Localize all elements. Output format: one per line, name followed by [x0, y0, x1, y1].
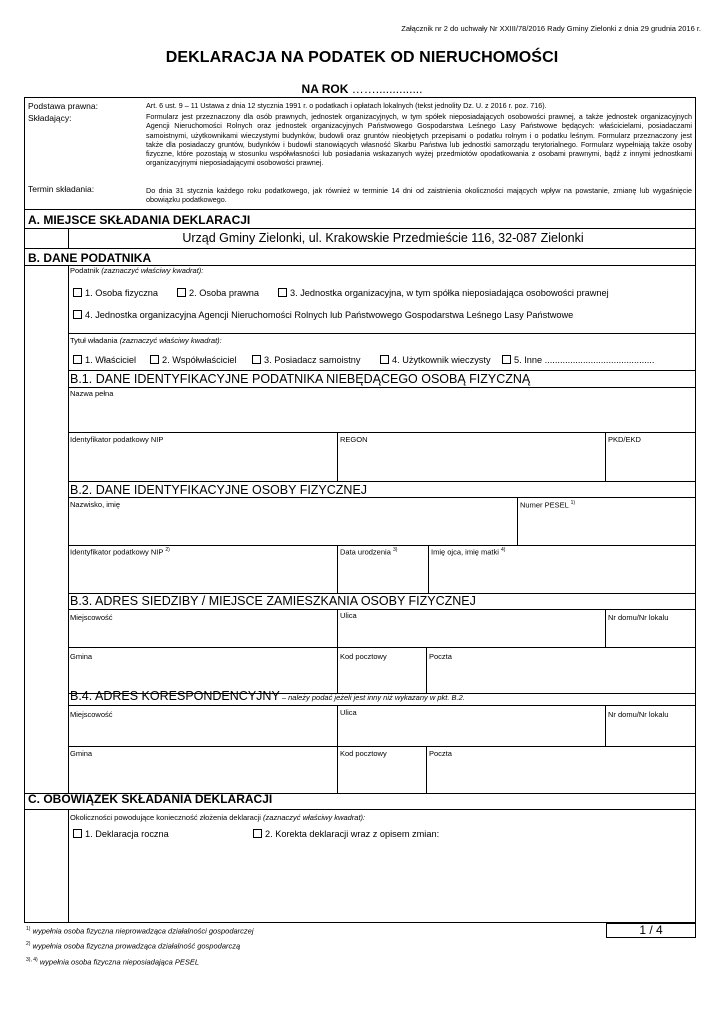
divider: [68, 705, 696, 706]
section-b-title: B. DANE PODATNIKA: [28, 251, 152, 265]
b4-postcode-input[interactable]: [339, 760, 424, 791]
b4-city-input[interactable]: [69, 720, 335, 744]
surname-name-input[interactable]: [69, 510, 515, 544]
attachment-note: Załącznik nr 2 do uchwały Nr XXIII/78/2016 Rady Gminy Zielonki z dnia 29 grudnia 2016 r.: [401, 24, 701, 33]
ownership-option-2[interactable]: 2. Współwłaściciel: [150, 355, 237, 365]
parents-names-input[interactable]: [430, 557, 695, 591]
birth-date-input[interactable]: [339, 557, 426, 591]
b3-street-label: Ulica: [340, 611, 357, 620]
basis-text: Art. 6 ust. 9 – 11 Ustawa z dnia 12 stycznia 1991 r. o podatkach i opłatach lokalnych (tekst jednolity Dz. U. z 2016 r. poz. 716).: [146, 101, 547, 110]
b4-commune-input[interactable]: [69, 760, 335, 791]
b3-commune-label: Gmina: [70, 652, 93, 661]
declaration-option-annual[interactable]: 1. Deklaracja roczna: [73, 829, 169, 839]
cell-divider: [337, 609, 338, 693]
divider: [68, 609, 696, 610]
b4-commune-label: Gmina: [70, 749, 93, 758]
b4-street-label: Ulica: [340, 708, 357, 717]
year-label: NA ROK: [301, 82, 349, 96]
filer-text: Formularz jest przeznaczony dla osób prawnych, jednostek organizacyjnych, w tym spółek nieposiadających osobowości prawnej, a także jednostek organizacyjnych Agencji Nieruchomości Rolnych oraz jednostek organizacyjnych Państwowego Gospodarstwa Leśnego Lasy Państwowe będących: właścicielami, posiadaczami samoistnymi, użytkownikami wieczystymi budynków, budowli oraz gruntów nieobjętych przepisami o podatku rolnym i o podatku leśnym. Formularz przeznaczony jest także dla posiadaczy gruntów, budynków i budowli stanowiących własność Skarbu Państwa lub jednostki samorządu terytorialnego. Formularz wypełniają także osoby fizyczne, które pozostają w stosunku współwłasności lub posiadania wskazanych wyżej przedmiotów opodatkowania z osobami prawnymi, bądź z innymi jednostkami organizacyjnymi nieposiadającymi osobowości prawnej.: [146, 112, 692, 168]
b1-title: B.1. DANE IDENTYFIKACYJNE PODATNIKA NIEBĘDĄCEGO OSOBĄ FIZYCZNĄ: [70, 372, 531, 386]
b3-commune-input[interactable]: [69, 663, 335, 691]
pesel-input[interactable]: [519, 510, 695, 544]
b3-postcode-label: Kod pocztowy: [340, 652, 387, 661]
divider: [68, 370, 696, 371]
divider: [68, 545, 696, 546]
divider: [68, 432, 696, 433]
year-line: [0, 82, 724, 96]
divider: [24, 809, 696, 810]
nip-person-input[interactable]: [69, 557, 335, 591]
ownership-option-3[interactable]: 3. Posiadacz samoistny: [252, 355, 361, 365]
page-title: DEKLARACJA NA PODATEK OD NIERUCHOMOŚCI: [165, 49, 559, 66]
b4-house-label: Nr domu/Nr lokalu: [608, 710, 669, 719]
cell-divider: [605, 432, 606, 481]
divider: [24, 248, 696, 249]
circumstances-label: Okoliczności powodujące konieczność złożenia deklaracji (zaznaczyć właściwy kwadrat):: [70, 813, 366, 822]
taxpayer-type-label: Podatnik (zaznaczyć właściwy kwadrat):: [70, 266, 204, 275]
b3-street-input[interactable]: [339, 623, 603, 645]
deadline-label: Termin składania:: [28, 184, 95, 194]
footnote-2: $^{2)}$ wypełnia osoba fizyczna prowadząca działalność gospodarczą: [26, 941, 241, 951]
ownership-option-1[interactable]: 1. Właściciel: [73, 355, 136, 365]
taxpayer-option-3[interactable]: 3. Jednostka organizacyjna, w tym spółka nieposiadająca osobowości prawnej: [278, 288, 609, 298]
b4-title: B.4. ADRES KORESPONDENCYJNY – należy podać jeżeli jest inny niż wykazany w pkt. B.2.: [70, 689, 465, 703]
year-input[interactable]: ……..............: [351, 82, 423, 96]
b4-house-input[interactable]: [607, 720, 695, 744]
b3-house-input[interactable]: [607, 623, 695, 645]
ownership-title-label: Tytuł władania (zaznaczyć właściwy kwadrat):: [70, 336, 222, 345]
pkd-input[interactable]: [607, 445, 695, 479]
divider: [68, 333, 696, 334]
cell-divider: [426, 746, 427, 793]
section-a-title: A. MIEJSCE SKŁADANIA DEKLARACJI: [28, 213, 251, 227]
cell-divider: [605, 705, 606, 746]
pkd-label: PKD/EKD: [608, 435, 641, 444]
cell-divider: [337, 432, 338, 481]
tax-office-address: Urząd Gminy Zielonki, ul. Krakowskie Przedmieście 116, 32-087 Zielonki: [182, 231, 584, 245]
birth-date-label: Data urodzenia $^{3)}$: [340, 547, 398, 557]
b4-postcode-label: Kod pocztowy: [340, 749, 387, 758]
deadline-text: Do dnia 31 stycznia każdego roku podatkowego, jak również w terminie 14 dni od zaistnienia okoliczności mających wpływ na powstanie, zmianę lub wygaśnięcie obowiązku podatkowego.: [146, 186, 692, 205]
declaration-option-correction[interactable]: 2. Korekta deklaracji wraz z opisem zmian:: [253, 829, 439, 839]
filer-label: Składający:: [28, 113, 72, 123]
b4-post-label: Poczta: [429, 749, 452, 758]
cell-divider: [426, 647, 427, 693]
divider: [68, 497, 696, 498]
checkbox[interactable]: [278, 288, 287, 297]
basis-label: Podstawa prawna:: [28, 101, 98, 111]
b3-postcode-input[interactable]: [339, 663, 424, 691]
checkbox[interactable]: [150, 355, 159, 364]
indent-line: [68, 228, 69, 248]
checkbox[interactable]: [252, 355, 261, 364]
checkbox[interactable]: [380, 355, 389, 364]
nip-input[interactable]: [69, 445, 335, 479]
page-number: 1 / 4: [606, 923, 696, 938]
b3-house-label: Nr domu/Nr lokalu: [608, 613, 669, 622]
cell-divider: [605, 609, 606, 647]
regon-input[interactable]: [339, 445, 603, 479]
footnote-3: $^{3), 4)}$ wypełnia osoba fizyczna nieposiadająca PESEL: [26, 957, 200, 967]
divider: [68, 746, 696, 747]
cell-divider: [517, 497, 518, 545]
b3-post-label: Poczta: [429, 652, 452, 661]
ownership-option-4[interactable]: 4. Użytkownik wieczysty: [380, 355, 491, 365]
checkbox[interactable]: [73, 829, 82, 838]
checkbox[interactable]: [73, 310, 82, 319]
divider: [24, 209, 696, 210]
b2-title: B.2. DANE IDENTYFIKACYJNE OSOBY FIZYCZNEJ: [70, 483, 368, 497]
cell-divider: [337, 705, 338, 793]
taxpayer-option-4[interactable]: 4. Jednostka organizacyjna Agencji Nieruchomości Rolnych lub Państwowego Gospodarstwa Leśnego Lasy Państwowe: [73, 310, 573, 320]
divider: [68, 387, 696, 388]
divider: [24, 228, 696, 229]
regon-label: REGON: [340, 435, 368, 444]
b4-street-input[interactable]: [339, 720, 603, 744]
full-name-label: Nazwa pełna: [70, 389, 114, 398]
b3-city-input[interactable]: [69, 623, 335, 645]
footnote-1: $^{1)}$ wypełnia osoba fizyczna nieprowadząca działalności gospodarczej: [26, 926, 254, 936]
taxpayer-option-1[interactable]: 1. Osoba fizyczna: [73, 288, 158, 298]
checkbox[interactable]: [73, 355, 82, 364]
b3-title: B.3. ADRES SIEDZIBY / MIEJSCE ZAMIESZKANIA OSOBY FIZYCZNEJ: [70, 594, 476, 608]
parents-names-label: Imię ojca, imię matki $^{4)}$: [431, 547, 506, 557]
b4-city-label: Miejscowość: [70, 710, 113, 719]
section-c-title: C. OBOWIĄZEK SKŁADANIA DEKLARACJI: [28, 792, 273, 806]
b4-post-input[interactable]: [428, 760, 695, 791]
taxpayer-option-2[interactable]: 2. Osoba prawna: [177, 288, 259, 298]
cell-divider: [337, 545, 338, 593]
ownership-option-5[interactable]: 5. Inne ...........................................: [502, 355, 654, 365]
divider: [68, 647, 696, 648]
checkbox[interactable]: [73, 288, 82, 297]
b3-city-label: Miejscowość: [70, 613, 113, 622]
surname-name-label: Nazwisko, imię: [70, 500, 121, 509]
pesel-label: Numer PESEL $^{1)}$: [520, 500, 576, 510]
cell-divider: [428, 545, 429, 593]
checkbox[interactable]: [253, 829, 262, 838]
correction-description-input[interactable]: [69, 845, 695, 921]
checkbox[interactable]: [502, 355, 511, 364]
full-name-input[interactable]: [69, 398, 695, 431]
nip-label: Identyfikator podatkowy NIP: [70, 435, 164, 444]
b3-post-input[interactable]: [428, 663, 695, 691]
nip-person-label: Identyfikator podatkowy NIP $^{2)}$: [70, 547, 170, 557]
divider: [68, 481, 696, 482]
checkbox[interactable]: [177, 288, 186, 297]
